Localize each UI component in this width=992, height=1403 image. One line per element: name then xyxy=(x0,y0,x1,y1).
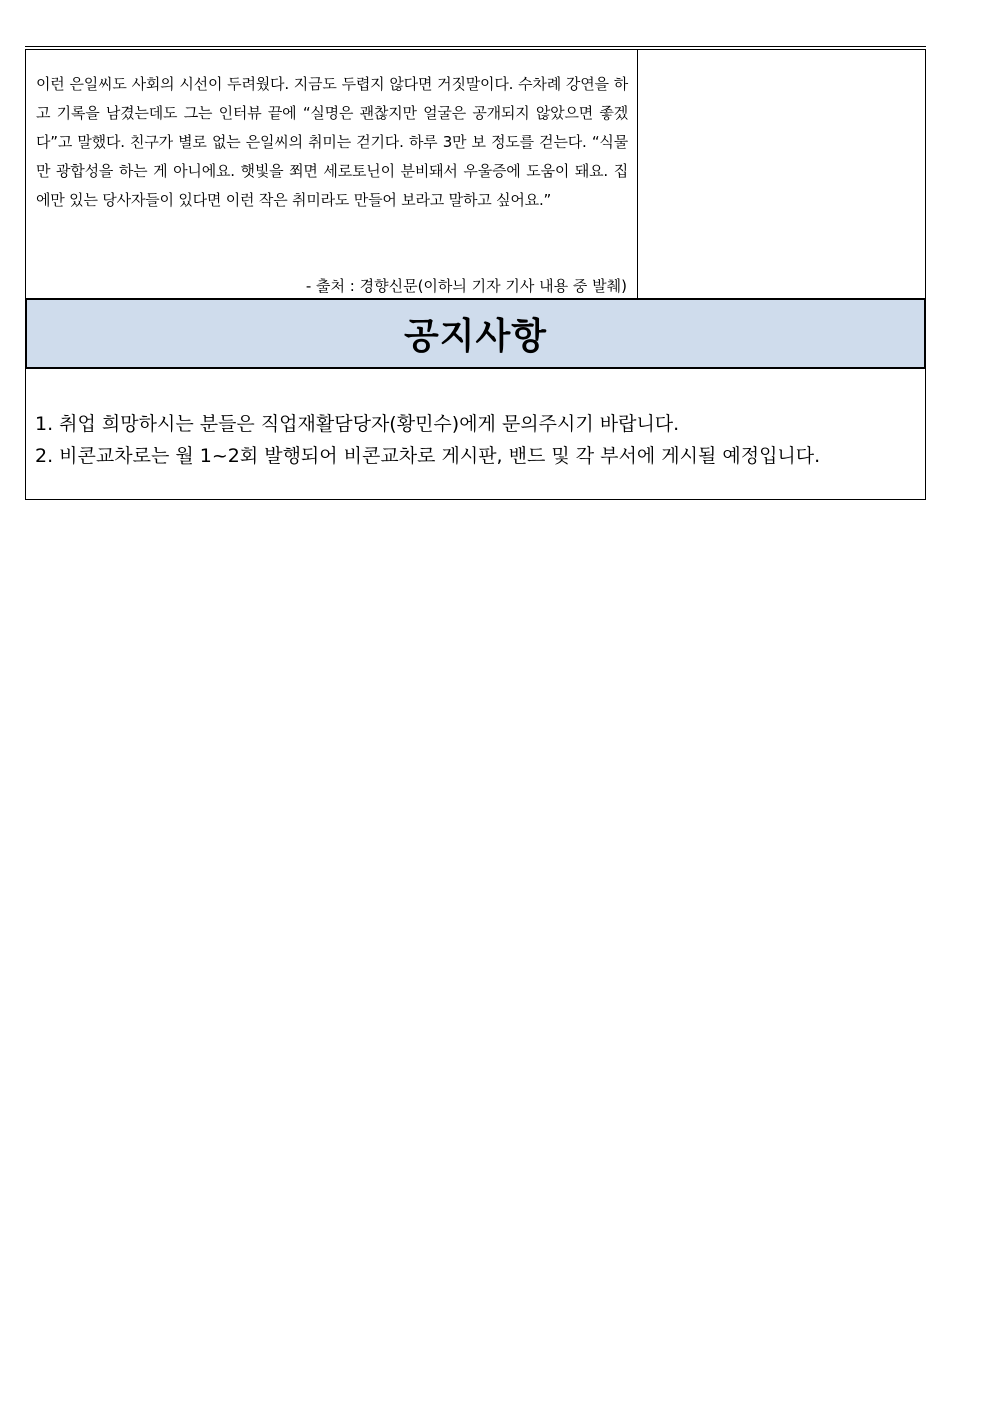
article-body: 이런 은일씨도 사회의 시선이 두려웠다. 지금도 두렵지 않다면 거짓말이다. 수차례 강연을 하고 기록을 남겼는데도 그는 인터뷰 끝에 “실명은 괜찮지만 얼굴은 공개되지 않았으면 좋겠다”고 말했다. 친구가 별로 없는 은일씨의 취미는 걷기다. 하루 3만 보 정도를 걷는다. “식물만 광합성을 하는 게 아니에요. 햇빛을 쬐면 세로토닌이 분비돼서 우울증에 도움이 돼요. 집에만 있는 당사자들이 있다면 이런 작은 취미라도 만들어 보라고 말하고 싶어요.” xyxy=(36,75,628,209)
notice-item: 1. 취업 희망하시는 분들은 직업재활담당자(황민수)에게 문의주시기 바랍니다. xyxy=(35,413,680,435)
top-rule xyxy=(25,46,926,47)
notice-item: 2. 비콘교차로는 월 1~2회 발행되어 비콘교차로 게시판, 밴드 및 각 부서에 게시될 예정입니다. xyxy=(35,445,821,467)
notice-list xyxy=(35,408,820,472)
notice-header xyxy=(25,298,926,369)
notice-box xyxy=(25,369,926,500)
article-table xyxy=(25,49,926,299)
side-cell-empty xyxy=(638,50,925,299)
article-source: - 출처 : 경향신문(이하늬 기자 기사 내용 중 발췌) xyxy=(305,277,627,295)
article-cell xyxy=(26,50,638,299)
notice-title: 공지사항 xyxy=(403,316,548,357)
